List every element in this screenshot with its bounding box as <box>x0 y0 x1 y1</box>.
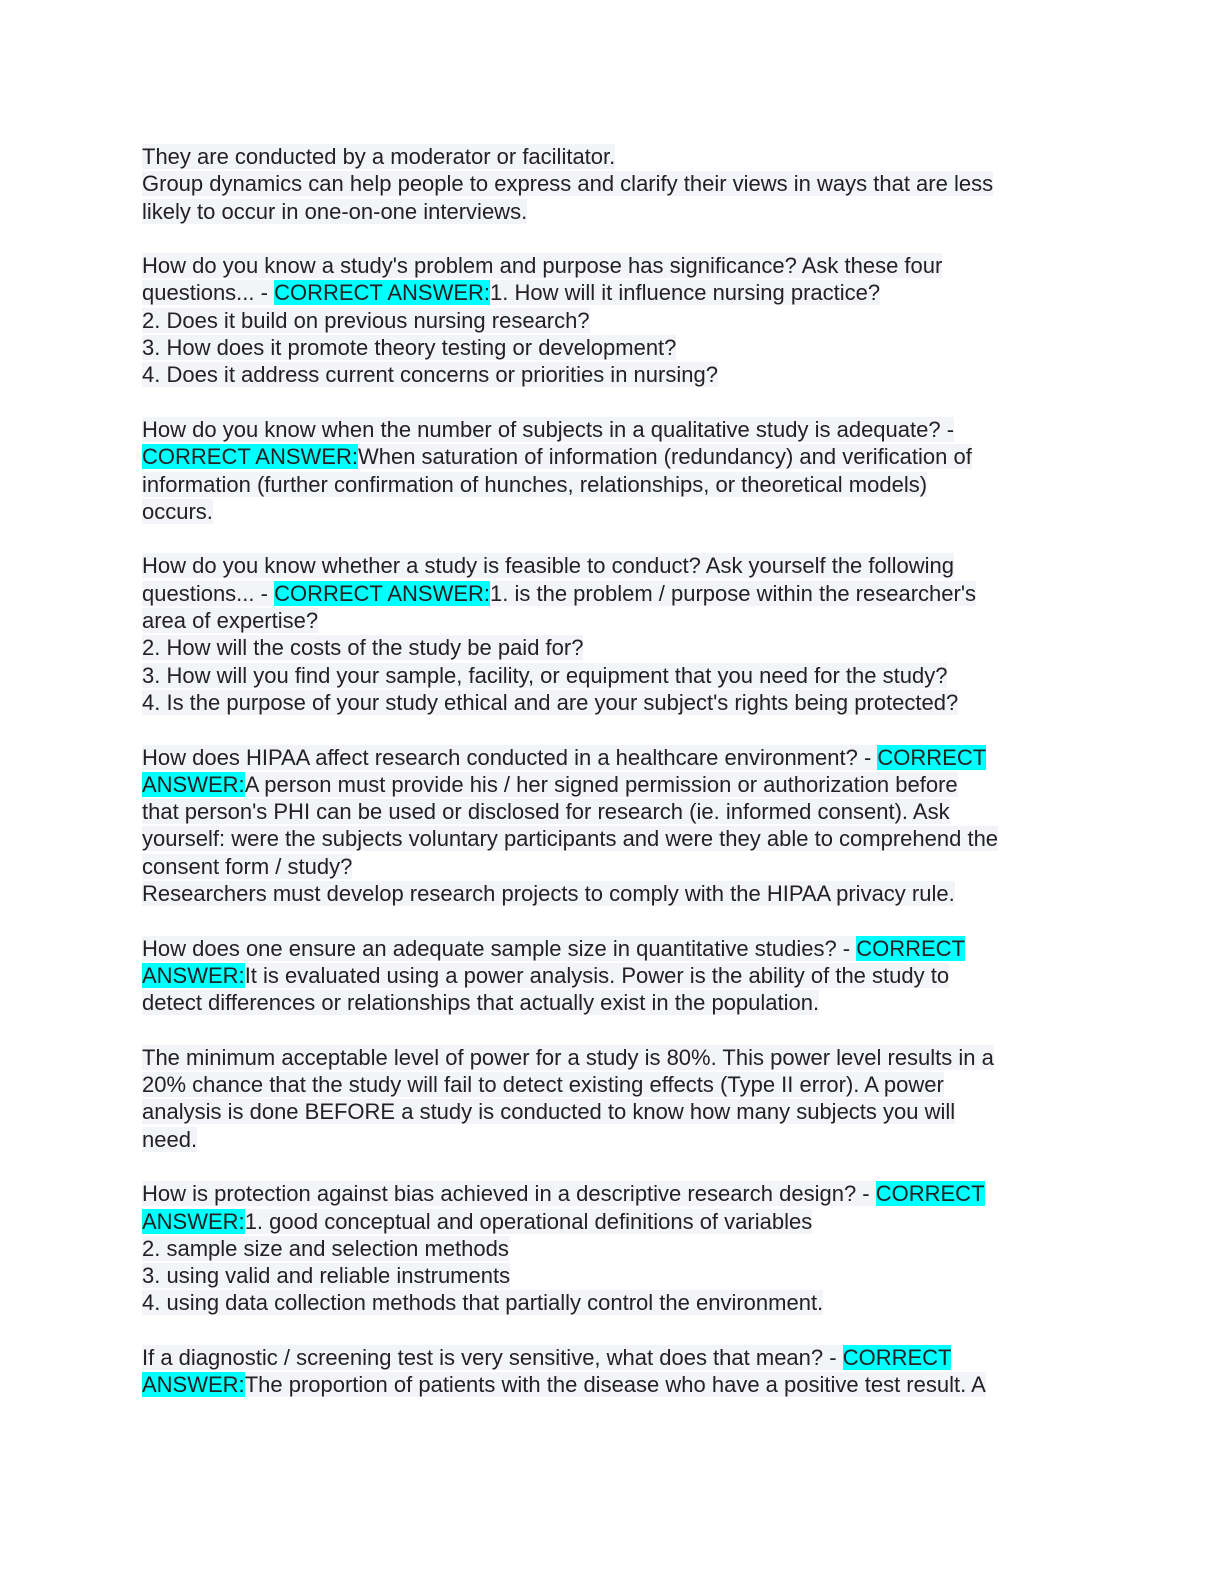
question-line <box>142 552 1082 579</box>
question-text: How is protection against bias achieved in a descriptive research design? - <box>142 1181 876 1207</box>
answer-text: consent form / study? <box>142 853 353 879</box>
intro-text: likely to occur in one-on-one interviews. <box>142 198 528 224</box>
answer-text: When saturation of information (redundancy) and verification of <box>357 444 972 470</box>
answer-text: 4. Is the purpose of your study ethical and are your subject's rights being protected? <box>142 689 959 715</box>
answer-text: 4. using data collection methods that partially control the environment. <box>142 1290 824 1316</box>
answer-text: 2. Does it build on previous nursing research? <box>142 307 590 333</box>
question-line <box>142 744 1082 771</box>
answer-line <box>142 443 1082 470</box>
paragraph-spacer <box>142 389 1082 416</box>
answer-line <box>142 689 1082 716</box>
answer-line <box>142 853 1082 880</box>
paragraph-spacer <box>142 907 1082 934</box>
question-text: questions... - <box>142 280 275 306</box>
question-text: If a diagnostic / screening test is very sensitive, what does that mean? - <box>142 1345 843 1371</box>
answer-label-highlight: ANSWER: <box>142 771 245 797</box>
question-line <box>142 279 1082 306</box>
answer-line <box>142 361 1082 388</box>
paragraph-spacer <box>142 716 1082 743</box>
answer-text: A person must provide his / her signed permission or authorization before <box>244 771 958 797</box>
answer-text: yourself: were the subjects voluntary participants and were they able to comprehend the <box>142 826 999 852</box>
answer-text: information (further confirmation of hunches, relationships, or theoretical models) <box>142 471 928 497</box>
answer-line <box>142 798 1082 825</box>
answer-text: The proportion of patients with the disease who have a positive test result. A <box>244 1372 986 1398</box>
answer-line <box>142 989 1082 1016</box>
answer-label-highlight: CORRECT ANSWER: <box>274 580 491 606</box>
intro-line <box>142 143 1082 170</box>
answer-line <box>142 1262 1082 1289</box>
answer-line <box>142 825 1082 852</box>
question-text: How does one ensure an adequate sample size in quantitative studies? - <box>142 935 857 961</box>
intro-line <box>142 198 1082 225</box>
question-line <box>142 935 1082 962</box>
paragraph-spacer <box>142 525 1082 552</box>
answer-text: that person's PHI can be used or disclosed for research (ie. informed consent). Ask <box>142 799 950 825</box>
answer-text: Researchers must develop research projects to comply with the HIPAA privacy rule. <box>142 881 955 907</box>
answer-text: detect differences or relationships that actually exist in the population. <box>142 990 820 1016</box>
answer-text: 4. Does it address current concerns or priorities in nursing? <box>142 362 718 388</box>
answer-line <box>142 771 1082 798</box>
question-line <box>142 580 1082 607</box>
intro-line <box>142 170 1082 197</box>
answer-text: 3. How will you find your sample, facility, or equipment that you need for the study? <box>142 662 948 688</box>
question-text: How do you know whether a study is feasible to conduct? Ask yourself the following <box>142 553 955 579</box>
answer-line <box>142 880 1082 907</box>
paragraph-spacer <box>142 1153 1082 1180</box>
answer-label-highlight: CORRECT <box>877 744 987 770</box>
question-line <box>142 252 1082 279</box>
answer-text: 2. sample size and selection methods <box>142 1235 509 1261</box>
answer-label-highlight: CORRECT ANSWER: <box>274 280 491 306</box>
answer-label-highlight: CORRECT <box>875 1181 985 1207</box>
answer-line <box>142 607 1082 634</box>
question-text: How do you know a study's problem and purpose has significance? Ask these four <box>142 253 943 279</box>
answer-line <box>142 1208 1082 1235</box>
answer-text: 3. How does it promote theory testing or development? <box>142 335 677 361</box>
answer-text: 20% chance that the study will fail to detect existing effects (Type II error). A power <box>142 1072 944 1098</box>
answer-line <box>142 662 1082 689</box>
paragraph-spacer <box>142 1017 1082 1044</box>
paragraph-spacer <box>142 1317 1082 1344</box>
answer-label-highlight: ANSWER: <box>142 1372 245 1398</box>
answer-text: 1. is the problem / purpose within the researcher's <box>490 580 977 606</box>
answer-line <box>142 634 1082 661</box>
answer-text: need. <box>142 1126 198 1152</box>
answer-line <box>142 1071 1082 1098</box>
answer-line <box>142 1044 1082 1071</box>
answer-text: 3. using valid and reliable instruments <box>142 1263 511 1289</box>
answer-line <box>142 962 1082 989</box>
answer-text: It is evaluated using a power analysis. Power is the ability of the study to <box>244 962 950 988</box>
answer-line <box>142 1289 1082 1316</box>
answer-line <box>142 334 1082 361</box>
answer-text: 1. How will it influence nursing practice? <box>490 280 881 306</box>
answer-label-highlight: ANSWER: <box>142 1208 245 1234</box>
question-line <box>142 416 1082 443</box>
answer-label-highlight: CORRECT ANSWER: <box>142 444 358 470</box>
answer-line <box>142 1235 1082 1262</box>
answer-text: occurs. <box>142 498 213 524</box>
question-line <box>142 1344 1082 1371</box>
answer-line <box>142 1098 1082 1125</box>
answer-text: area of expertise? <box>142 608 319 634</box>
question-text: questions... - <box>142 580 275 606</box>
answer-label-highlight: CORRECT <box>842 1345 952 1371</box>
document-page <box>142 143 1082 1399</box>
answer-label-highlight: CORRECT <box>856 935 966 961</box>
intro-text: They are conducted by a moderator or facilitator. <box>142 144 616 169</box>
question-line <box>142 1180 1082 1207</box>
answer-line <box>142 307 1082 334</box>
paragraph-spacer <box>142 225 1082 252</box>
question-text: How does HIPAA affect research conducted in a healthcare environment? - <box>142 744 878 770</box>
answer-label-highlight: ANSWER: <box>142 962 245 988</box>
answer-text: 2. How will the costs of the study be paid for? <box>142 635 584 661</box>
answer-text: 1. good conceptual and operational definitions of variables <box>244 1208 813 1234</box>
intro-text: Group dynamics can help people to express and clarify their views in ways that are less <box>142 171 994 197</box>
question-text: How do you know when the number of subjects in a qualitative study is adequate? - <box>142 416 955 442</box>
answer-line <box>142 498 1082 525</box>
answer-text: analysis is done BEFORE a study is conducted to know how many subjects you will <box>142 1099 956 1125</box>
answer-text: The minimum acceptable level of power for a study is 80%. This power level results in a <box>142 1044 994 1070</box>
answer-line <box>142 471 1082 498</box>
answer-line <box>142 1371 1082 1398</box>
answer-line <box>142 1126 1082 1153</box>
